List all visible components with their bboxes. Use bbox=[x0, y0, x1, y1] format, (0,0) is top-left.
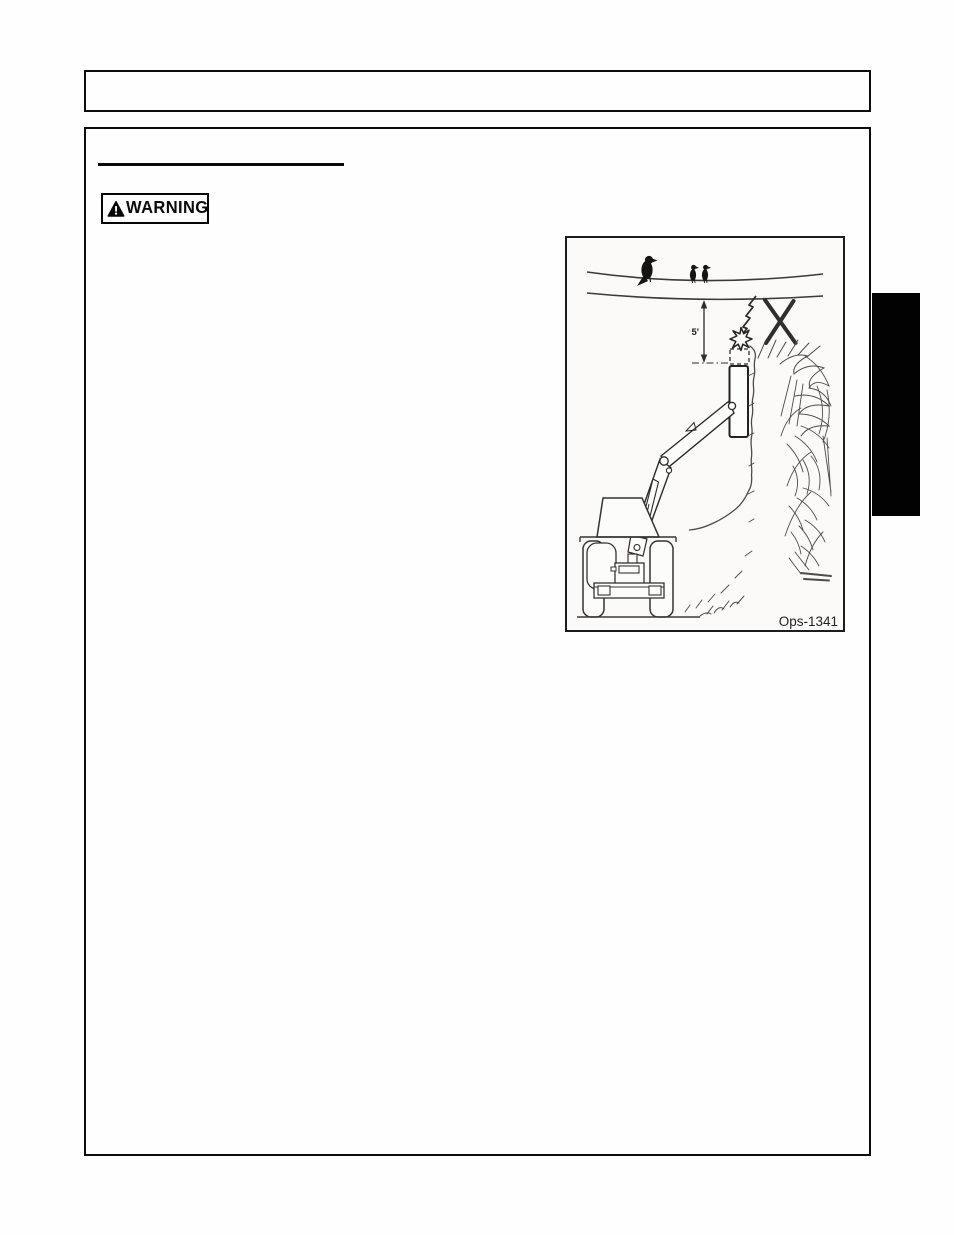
warning-badge bbox=[101, 193, 209, 224]
warning-label: WARNING bbox=[126, 198, 209, 218]
section-side-tab bbox=[872, 293, 920, 516]
clearance-dimension-arrow bbox=[691, 300, 729, 363]
figure-caption: Ops-1341 bbox=[778, 614, 838, 629]
figure-box bbox=[565, 236, 845, 632]
section-heading-underline bbox=[98, 163, 344, 166]
lightning-bolt-icon bbox=[730, 296, 756, 351]
mower-head bbox=[730, 349, 750, 437]
header-box bbox=[84, 70, 871, 112]
spark-starburst-icon bbox=[730, 328, 752, 351]
figure-illustration bbox=[567, 238, 843, 630]
birds-on-wire-icon bbox=[637, 256, 711, 286]
brush-vegetation bbox=[758, 340, 831, 581]
dimension-label: 5' bbox=[691, 327, 699, 338]
boom-arm bbox=[628, 402, 736, 565]
warning-triangle-icon bbox=[107, 200, 125, 218]
x-prohibited-mark bbox=[765, 300, 796, 343]
